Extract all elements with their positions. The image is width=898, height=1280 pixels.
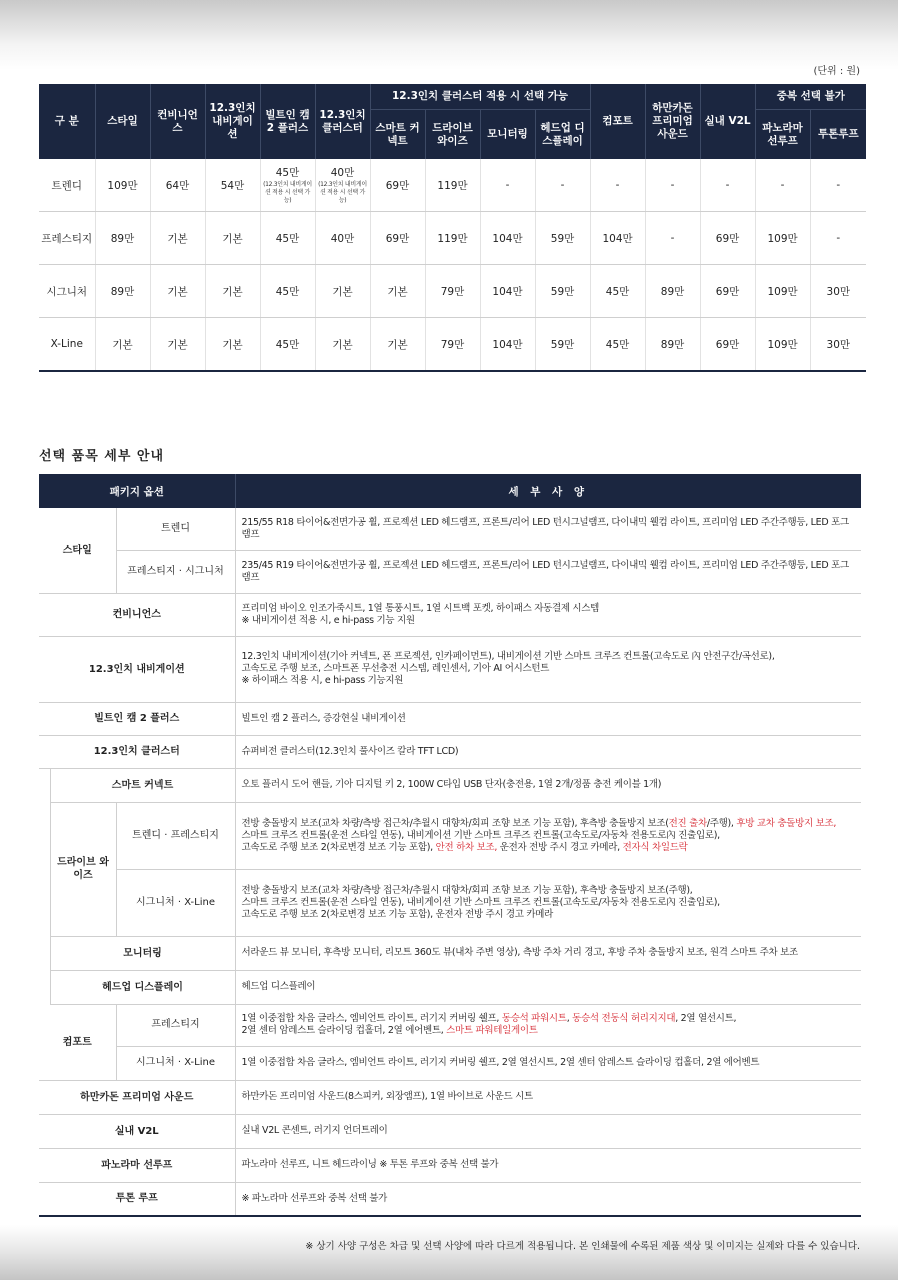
- spec-line: 고속도로 주행 보조, 스마트폰 무선충전 시스템, 레인센서, 기아 AI 어시스턴트: [241, 663, 550, 674]
- table-row: [39, 593, 861, 636]
- cell: 45만: [260, 318, 315, 372]
- row-label-style: 스타일: [39, 508, 116, 593]
- col-group-cluster-options: 12.3인치 클러스터 적용 시 선택 가능: [370, 84, 590, 110]
- sub-label: 트렌디: [116, 508, 235, 550]
- cell: 109만: [755, 318, 810, 372]
- cell: 59만: [535, 265, 590, 318]
- cell: [315, 159, 370, 212]
- cell: -: [645, 159, 700, 212]
- spec-segment: 고속도로 주행 보조 2(차로변경 보조 기능 포함),: [241, 841, 436, 853]
- spec-text: 헤드업 디스플레이: [235, 970, 861, 1004]
- cell: 109만: [95, 159, 150, 212]
- spec-line: 12.3인치 내비게이션(기아 커넥트, 폰 프로젝션, 인카페이먼트), 내비게이션 기반 스마트 크루즈 컨트롤(고속도로 內 안전구간/곡선로),: [241, 651, 775, 662]
- section-title: 선택 품목 세부 안내: [39, 449, 165, 464]
- spec-text: 서라운드 뷰 모니터, 후측방 모니터, 리모트 360도 뷰(내차 주변 영상), 측방 주차 거리 경고, 후방 주차 충돌방지 보조, 원격 스마트 주차 보조: [235, 936, 861, 970]
- cell: 45만: [590, 318, 645, 372]
- cell: 119만: [425, 212, 480, 265]
- col-header-comfort: 컴포트: [590, 84, 645, 159]
- spec-line: ※ 내비게이션 적용 시, e hi-pass 기능 지원: [241, 614, 415, 626]
- col-header-package: 패키지 옵션: [39, 474, 235, 508]
- cell: 89만: [95, 265, 150, 318]
- table-row: [39, 212, 866, 265]
- row-label: 프레스티지: [39, 212, 95, 265]
- table-row: [39, 636, 861, 702]
- table-row: [39, 550, 861, 593]
- indent-gap: [39, 768, 50, 1004]
- cell: -: [645, 212, 700, 265]
- col-header-navigation: 12.3인치 내비게이션: [205, 84, 260, 159]
- table-row: [39, 1182, 861, 1216]
- spec-text: [235, 593, 861, 636]
- spec-line: 프리미엄 바이오 인조가죽시트, 1열 통풍시트, 1열 시트백 포켓, 하이패스 자동결제 시스템: [241, 602, 600, 614]
- row-label: X-Line: [39, 318, 95, 372]
- row-label-comfort: 컴포트: [39, 1004, 116, 1080]
- cell: 기본: [205, 318, 260, 372]
- spec-highlight: 후방 교차 충돌방지 보조,: [736, 817, 837, 829]
- col-header-panorama: 파노라마 선루프: [755, 110, 810, 160]
- cell: -: [480, 159, 535, 212]
- row-label-twotone: 투톤 루프: [115, 1193, 158, 1205]
- table-row: [39, 936, 861, 970]
- spec-text: 하만카돈 프리미엄 사운드(8스피커, 외장앰프), 1열 바이브로 사운드 시트: [235, 1080, 861, 1114]
- table-row: [39, 735, 861, 768]
- row-label-builtin-cam: 빌트인 캠 2 플러스: [39, 702, 235, 735]
- footer-note: ※ 상기 사양 구성은 차급 및 선택 사양에 따라 다르게 적용됩니다. 본 인쇄물에 수록된 제품 색상 및 이미지는 실제와 다를 수 있습니다.: [305, 1241, 860, 1252]
- spec-highlight: 안전 하차 보조,: [435, 841, 498, 853]
- cell: 89만: [645, 318, 700, 372]
- cell: 59만: [535, 318, 590, 372]
- row-label-cluster: 12.3인치 클러스터: [39, 735, 235, 768]
- col-header-cluster: 12.3인치 클러스터: [315, 84, 370, 159]
- spec-segment: ,: [566, 1013, 573, 1024]
- col-header-convenience: 컨비니언스: [150, 84, 205, 159]
- row-label-smart-connect: 스마트 커넥트: [50, 768, 235, 802]
- sub-label: 시그니처 · X-Line: [116, 869, 235, 936]
- spec-text: 235/45 R19 타이어&전면가공 휠, 프로젝션 LED 헤드램프, 프론트/리어 LED 턴시그널램프, 다이내믹 웰컴 라이트, 프리미엄 LED 주간주행등, LED 포그램프: [235, 550, 861, 593]
- row-label-panorama: 파노라마 선루프: [39, 1148, 235, 1182]
- cell: 45만: [260, 265, 315, 318]
- cell: -: [810, 159, 866, 212]
- spec-segment: 운전자 전방 주시 경고 카메라,: [497, 841, 623, 853]
- cell: 기본: [150, 318, 205, 372]
- table-row: [39, 265, 866, 318]
- col-header-v2l: 실내 V2L: [700, 84, 755, 159]
- spec-text: 파노라마 선루프, 니트 헤드라이닝 ※ 투톤 루프와 중복 선택 불가: [235, 1148, 861, 1182]
- col-header-gubun: 구 분: [39, 84, 95, 159]
- cell: -: [700, 159, 755, 212]
- table-row: [39, 1004, 861, 1046]
- sub-label: 프레스티지 · 시그니처: [116, 550, 235, 593]
- cell: 기본: [150, 212, 205, 265]
- row-label-monitoring: 모니터링: [50, 936, 235, 970]
- cell: 기본: [205, 265, 260, 318]
- table-row: [39, 802, 861, 869]
- cell: 79만: [425, 265, 480, 318]
- cell: -: [535, 159, 590, 212]
- cell-value: 45만: [275, 167, 300, 179]
- cell: 104만: [590, 212, 645, 265]
- spec-line: 스마트 크루즈 컨트롤(운전 스타일 연동), 내비게이션 기반 스마트 크루즈 컨트롤(고속도로/자동차 전용도로內 진출입로),: [241, 896, 720, 908]
- cell: 기본: [315, 318, 370, 372]
- cell: 기본: [370, 318, 425, 372]
- col-header-specs: 세 부 사 양: [235, 474, 861, 508]
- row-label-drive-wise: 드라이브 와이즈: [50, 802, 116, 936]
- col-header-style: 스타일: [95, 84, 150, 159]
- sub-label: 프레스티지: [116, 1004, 235, 1046]
- spec-line: [242, 1013, 856, 1025]
- cell: 40만: [315, 212, 370, 265]
- spec-text: 슈퍼비전 클러스터(12.3인치 풀사이즈 칼라 TFT LCD): [235, 735, 861, 768]
- row-label-hud: 헤드업 디스플레이: [50, 970, 235, 1004]
- spec-line: 고속도로 주행 보조 2(차로변경 보조 기능 포함), 운전자 전방 주시 경고 카메라: [241, 908, 554, 920]
- col-header-smart-connect: 스마트 커넥트: [370, 110, 425, 160]
- spec-text: 오토 플러시 도어 핸들, 기아 디지털 키 2, 100W C타입 USB 단자(충전용, 1열 2개/정품 충전 케이블 1개): [235, 768, 861, 802]
- cell: 30만: [810, 265, 866, 318]
- cell: 104만: [480, 212, 535, 265]
- spec-segment: 전방 충돌방지 보조(교차 차량/측방 접근차/추월시 대향차/회피 조향 보조 기능 포함), 후측방 충돌방지 보조(: [241, 817, 669, 829]
- cell: 104만: [480, 265, 535, 318]
- row-label-v2l: 실내 V2L: [39, 1114, 235, 1148]
- row-label: 트렌디: [39, 159, 95, 212]
- table-row: [39, 1080, 861, 1114]
- cell: -: [810, 212, 866, 265]
- spec-line: 전방 충돌방지 보조(교차 차량/측방 접근차/추월시 대향차/회피 조향 보조 기능 포함), 후측방 충돌방지 보조(주행),: [241, 884, 693, 896]
- col-header-hud: 헤드업 디스플레이: [535, 110, 590, 160]
- cell: 109만: [755, 265, 810, 318]
- spec-highlight: 전자식 차일드락: [622, 841, 688, 853]
- table-row: [39, 970, 861, 1004]
- table-row: [39, 1046, 861, 1080]
- cell: 69만: [370, 159, 425, 212]
- cell: 119만: [425, 159, 480, 212]
- cell: 기본: [205, 212, 260, 265]
- table-row: [39, 702, 861, 735]
- sub-label: 시그니처 · X-Line: [116, 1046, 235, 1080]
- table-row: [39, 159, 866, 212]
- row-label: 시그니처: [39, 265, 95, 318]
- cell: 59만: [535, 212, 590, 265]
- cell: 109만: [755, 212, 810, 265]
- row-label-navigation: 12.3인치 내비게이션: [39, 636, 235, 702]
- col-group-exclusive: 중복 선택 불가: [755, 84, 866, 110]
- cell: 69만: [700, 212, 755, 265]
- cell: 69만: [700, 265, 755, 318]
- spec-text: 실내 V2L 콘센트, 러기지 언더트레이: [235, 1114, 861, 1148]
- cell: -: [590, 159, 645, 212]
- col-header-builtin-cam: 빌트인 캠 2 플러스: [260, 84, 315, 159]
- sub-label: 트렌디 · 프레스티지: [116, 802, 235, 869]
- table-row: [39, 318, 866, 372]
- spec-text: 215/55 R18 타이어&전면가공 휠, 프로젝션 LED 헤드램프, 프론트/리어 LED 턴시그널램프, 다이내믹 웰컴 라이트, 프리미엄 LED 주간주행등, LED 포그램프: [235, 508, 861, 550]
- spec-text: [235, 636, 861, 702]
- cell: [260, 159, 315, 212]
- unit-note: (단위 : 원): [813, 66, 860, 77]
- spec-text: 빌트인 캠 2 플러스, 증강현실 내비게이션: [235, 702, 861, 735]
- cell: 기본: [370, 265, 425, 318]
- col-header-drive-wise: 드라이브 와이즈: [425, 110, 480, 160]
- col-header-monitoring: 모니터링: [480, 110, 535, 160]
- spec-highlight: 스마트 파워테일게이트: [446, 1025, 538, 1036]
- col-header-twotone: 투톤루프: [810, 110, 866, 160]
- spec-text: [235, 802, 861, 869]
- col-header-harman: 하만카돈 프리미엄 사운드: [645, 84, 700, 159]
- spec-segment: , 2열 열선시트,: [675, 1013, 737, 1024]
- cell: -: [755, 159, 810, 212]
- cell: 89만: [95, 212, 150, 265]
- cell-note: (12.3인치 내비게이션 적용 시 선택 가능): [263, 181, 312, 204]
- spec-text: ※ 파노라마 선루프와 중복 선택 불가: [235, 1182, 861, 1216]
- spec-line: [242, 1025, 856, 1037]
- cell: 45만: [590, 265, 645, 318]
- table-row: [39, 1148, 861, 1182]
- spec-text: 1열 이중접합 차음 글라스, 엠비언트 라이트, 러기지 커버링 쉘프, 2열 열선시트, 2열 센터 암레스트 슬라이딩 컵홀더, 2열 에어벤트: [235, 1046, 861, 1080]
- row-label-convenience: 컨비니언스: [39, 593, 235, 636]
- cell: 45만: [260, 212, 315, 265]
- spec-text: [235, 1004, 861, 1046]
- cell: 69만: [700, 318, 755, 372]
- spec-highlight: 전진 출차: [668, 817, 707, 829]
- cell: 89만: [645, 265, 700, 318]
- cell: 30만: [826, 338, 851, 351]
- cell: 64만: [150, 159, 205, 212]
- cell: 79만: [425, 318, 480, 372]
- spec-line: 스마트 크루즈 컨트롤(운전 스타일 연동), 내비게이션 기반 스마트 크루즈 컨트롤(고속도로/자동차 전용도로內 진출입로),: [241, 829, 720, 841]
- spec-highlight: 동승석 전동식 허리지지대: [572, 1013, 676, 1024]
- cell: 기본: [315, 265, 370, 318]
- cell-note: (12.3인치 내비게이션 적용 시 선택 가능): [318, 181, 367, 204]
- table-row: [39, 869, 861, 936]
- spec-segment: /주행),: [706, 817, 737, 829]
- table-row: [39, 1114, 861, 1148]
- table-row: [39, 768, 861, 802]
- table-row: [39, 508, 861, 550]
- price-table: [39, 84, 866, 372]
- spec-line: [242, 818, 856, 830]
- spec-segment: 1열 이중접합 차음 글라스, 엠비언트 라이트, 러기지 커버링 쉘프,: [241, 1013, 502, 1024]
- cell: 104만: [480, 318, 535, 372]
- spec-line: [242, 842, 856, 854]
- spec-text: [235, 869, 861, 936]
- spec-highlight: 동승석 파워시트: [501, 1013, 567, 1024]
- spec-line: ※ 하이패스 적용 시, e hi-pass 기능지원: [241, 675, 404, 686]
- cell: 기본: [150, 265, 205, 318]
- spec-segment: 2열 센터 암레스트 슬라이딩 컵홀더, 2열 에어벤트,: [241, 1025, 447, 1036]
- detail-table: [39, 474, 861, 1217]
- row-label-harman: 하만카돈 프리미엄 사운드: [39, 1080, 235, 1114]
- cell-value: 40만: [330, 167, 355, 179]
- cell: 69만: [370, 212, 425, 265]
- cell: 54만: [205, 159, 260, 212]
- cell: 기본: [95, 318, 150, 372]
